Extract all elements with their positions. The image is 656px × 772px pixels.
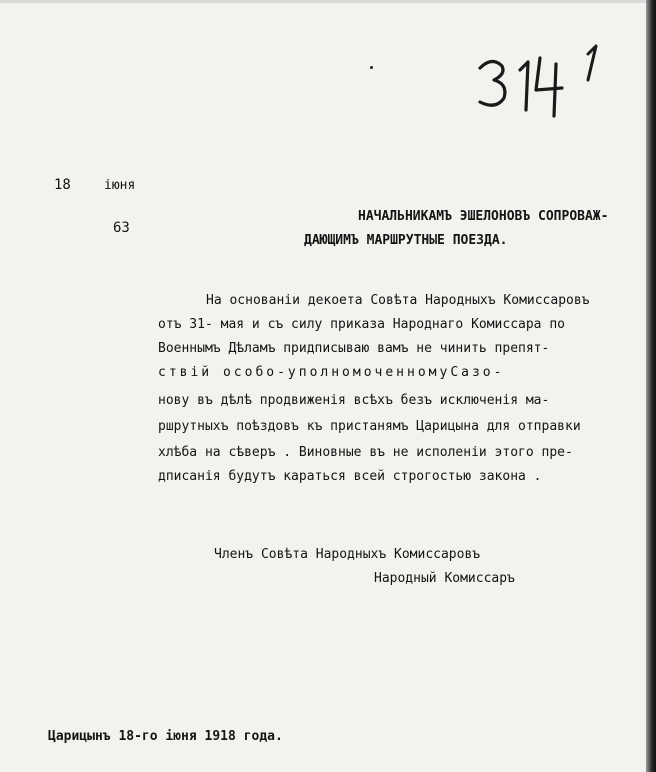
- body-line: ствій особо-уполномоченномуСазо-: [158, 365, 505, 380]
- body-line: хлѣба на сѣверъ . Виновные въ не исполеніи этого пре-: [158, 445, 573, 460]
- ink-dot: [370, 66, 373, 69]
- signature-line-2: Народный Комиссаръ: [374, 571, 515, 586]
- body-line: нову въ дѣлѣ продвиженія всѣхъ безъ исключенія ма-: [158, 393, 550, 408]
- addressee-line-1: НАЧАЛЬНИКАМЪ ЭШЕЛОНОВЪ СОПРОВАЖ-: [358, 209, 609, 224]
- body-line: дписанія будутъ караться всей строгостью закона .: [158, 469, 542, 484]
- body-line: отъ 31- мая и съ силу приказа Народнаго Комиссара по: [158, 317, 565, 332]
- addressee-line-2: ДАЮЩИМЪ МАРШРУТНЫЕ ПОЕЗДА.: [304, 233, 508, 248]
- body-line: Военнымъ Дѣламъ придписываю вамъ не чинить препят-: [158, 341, 550, 356]
- place-date-footer: Царицынъ 18-го іюня 1918 года.: [48, 729, 283, 744]
- signature-line-1: Членъ Совѣта Народныхъ Комиссаровъ: [214, 547, 481, 562]
- date-day: 18: [54, 177, 71, 193]
- archive-number-handwritten: [470, 40, 620, 120]
- scan-top-edge: [0, 0, 656, 3]
- body-line: ршрутныхъ поѣздовъ къ пристанямъ Царицына для отправки: [158, 419, 581, 434]
- body-line: На основаніи декоета Совѣта Народныхъ Комиссаровъ: [206, 293, 590, 308]
- date-month: іюня: [104, 178, 136, 193]
- document-number: 63: [113, 220, 130, 236]
- scan-right-edge: [646, 0, 656, 772]
